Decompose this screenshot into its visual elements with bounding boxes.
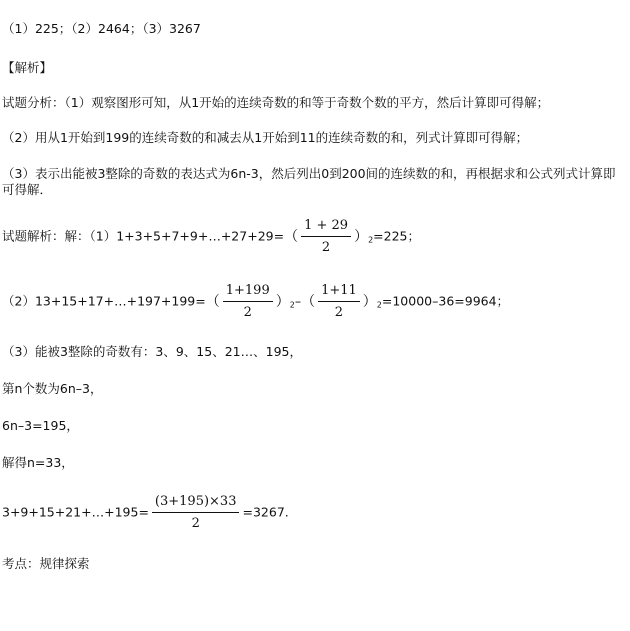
step-2-numerator-2: 1+11 <box>318 283 360 302</box>
step-1-denominator: 2 <box>321 240 331 255</box>
step-2-exponent-2: 2 <box>376 300 382 310</box>
step-1-fraction <box>301 218 351 256</box>
step-2-denominator-2: 2 <box>334 305 344 320</box>
analysis-paragraph-2: （2）用从1开始到199的连续奇数的和减去从1开始到11的连续奇数的和，列式计算即可得解； <box>2 130 529 145</box>
step-1-result: =225； <box>373 228 420 244</box>
solution-step-7 <box>2 494 289 532</box>
step-2-prefix: （2）13+15+17+…+197+199= <box>2 293 206 309</box>
step-7-result: =3267. <box>242 504 289 520</box>
step-2-close-paren-1: ） <box>275 294 290 310</box>
step-2-open-paren-1: （ <box>205 294 220 310</box>
solution-step-5: 6n–3=195， <box>2 418 79 433</box>
solution-step-4: 第n个数为6n–3， <box>2 381 103 396</box>
step-2-fraction-1 <box>223 283 273 321</box>
step-7-fraction <box>152 494 240 532</box>
solution-step-1 <box>2 218 420 256</box>
step-2-open-paren-2: （ <box>301 294 316 310</box>
analysis-paragraph-3: （3）表示出能被3整除的奇数的表达式为6n-3，然后列出0到200间的连续数的和，再根据求和公式列式计算即可得解． <box>2 166 616 197</box>
solution-step-3: （3）能被3整除的奇数有：3、9、15、21…、195， <box>2 344 302 359</box>
step-2-numerator-1: 1+199 <box>223 283 273 302</box>
step-7-numerator: (3+195)×33 <box>152 494 240 513</box>
analysis-heading: 【解析】 <box>2 60 53 75</box>
step-7-denominator: 2 <box>191 516 200 531</box>
solution-step-2 <box>2 283 509 321</box>
step-2-fraction-2 <box>318 283 360 321</box>
step-1-close-paren: ） <box>354 229 369 245</box>
step-2-result: =10000–36=9964； <box>381 293 510 309</box>
step-1-prefix: 试题解析：解：（1）1+3+5+7+9+…+27+29= <box>2 228 285 244</box>
step-1-numerator: 1 + 29 <box>301 218 351 237</box>
step-1-exponent: 2 <box>368 235 374 245</box>
answer-line: （1）225；（2）2464；（3）3267 <box>2 21 201 36</box>
solution-step-6: 解得n=33， <box>2 455 74 470</box>
step-1-open-paren: （ <box>284 229 299 245</box>
kaodian-line: 考点：规律探索 <box>2 556 90 571</box>
step-7-prefix: 3+9+15+21+…+195= <box>2 504 149 520</box>
step-2-exponent-1: 2 <box>289 300 295 310</box>
analysis-paragraph-1: 试题分析：（1）观察图形可知，从1开始的连续奇数的和等于奇数个数的平方，然后计算即可得解； <box>2 95 550 110</box>
step-2-close-paren-2: ） <box>362 294 377 310</box>
step-2-minus: – <box>294 293 302 309</box>
step-2-denominator-1: 2 <box>243 305 252 320</box>
